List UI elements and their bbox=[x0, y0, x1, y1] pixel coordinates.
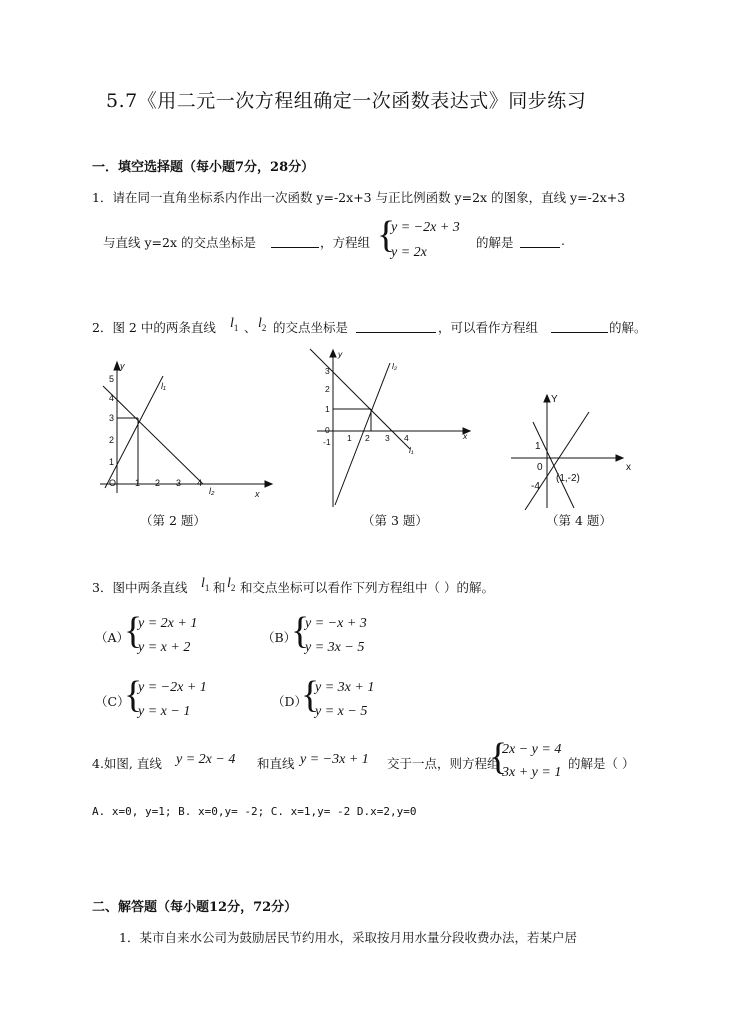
equation: y = −2x + 3 bbox=[391, 220, 460, 235]
system-equation-1: 2x − y = 4 bbox=[502, 742, 562, 757]
x-tick-label: 2 bbox=[365, 433, 370, 443]
origin-label: 0 bbox=[325, 425, 330, 435]
figure-3-caption: （第 3 题） bbox=[362, 513, 428, 528]
x-tick-label: 4 bbox=[404, 433, 409, 443]
question-4-text-c: 交于一点，则方程组 bbox=[387, 756, 500, 771]
y-axis-label: y bbox=[120, 361, 125, 371]
brace: { bbox=[489, 736, 508, 778]
question-4-text-a: 4.如图, 直线 bbox=[92, 756, 162, 771]
origin-label: 0 bbox=[537, 462, 543, 473]
intercept-label: -4 bbox=[531, 481, 540, 492]
x-tick-label: 2 bbox=[155, 478, 161, 488]
answer-blank[interactable] bbox=[356, 318, 436, 333]
system-equation-2: 3x + y = 1 bbox=[502, 765, 562, 780]
line-symbol: $l_2$ bbox=[227, 576, 236, 593]
y-axis-label: y bbox=[338, 349, 343, 359]
question-4-choices: A. x=0, y=1; B. x=0,y= -2; C. x=1,y= -2 D.x=2,y=0 bbox=[92, 805, 417, 818]
y-tick-label: 2 bbox=[325, 384, 330, 394]
question-3-text-2: 和交点坐标可以看作下列方程组中（ ）的解。 bbox=[240, 580, 494, 595]
equation: y = −3x + 1 bbox=[300, 752, 369, 767]
option-a-equation-1: y = 2x + 1 bbox=[138, 616, 198, 631]
question-3-text: 3．图中两条直线 bbox=[92, 580, 188, 595]
option-d-label[interactable]: （D） bbox=[272, 694, 308, 709]
x-axis-arrow bbox=[616, 455, 623, 461]
option-b-equation-2: y = 3x − 5 bbox=[305, 640, 365, 655]
x-axis-label: x bbox=[255, 489, 260, 499]
brace: { bbox=[301, 674, 320, 716]
question-1-text-b: ，方程组 bbox=[320, 235, 371, 250]
y-tick-label: 3 bbox=[325, 366, 330, 376]
brace: { bbox=[377, 214, 396, 256]
brace: { bbox=[124, 674, 143, 716]
intersection-point-label: (1,-2) bbox=[556, 473, 580, 484]
option-a-label[interactable]: （A） bbox=[95, 630, 130, 645]
question-4-text-b: 和直线 bbox=[257, 756, 295, 771]
answer-blank[interactable] bbox=[520, 233, 560, 248]
y-tick-label: 5 bbox=[109, 374, 115, 384]
section-heading: 二、解答题（每小题12分，72分） bbox=[92, 900, 298, 915]
y-tick-label: 1 bbox=[325, 404, 330, 414]
line-l1-label: l₁ bbox=[409, 445, 414, 455]
option-b-label[interactable]: （B） bbox=[262, 630, 297, 645]
line-symbol: $l_1$ bbox=[230, 316, 239, 333]
answer-blank[interactable] bbox=[271, 233, 319, 248]
x-axis-arrow bbox=[265, 481, 272, 487]
option-c-equation-1: y = −2x + 1 bbox=[138, 680, 207, 695]
option-c-label[interactable]: （C） bbox=[95, 694, 130, 709]
figure-2-caption: （第 2 题） bbox=[140, 513, 206, 528]
line-symbol: $l_2$ bbox=[258, 316, 267, 333]
equation: y = 2x − 4 bbox=[176, 752, 236, 767]
x-tick-label: 1 bbox=[135, 478, 141, 488]
x-tick-label: 1 bbox=[347, 433, 352, 443]
question-1-text-c: 的解是 bbox=[476, 235, 514, 250]
separator: 、 bbox=[244, 320, 257, 335]
line-a bbox=[525, 412, 589, 510]
answer-blank[interactable] bbox=[551, 318, 608, 333]
question-1-line-1: 1．请在同一直角坐标系内作出一次函数 y=-2x+3 与正比例函数 y=2x 的图象，直线 y=-2x+3 bbox=[92, 190, 626, 205]
brace: { bbox=[124, 610, 143, 652]
equation: y = 2x bbox=[391, 245, 427, 260]
x-axis-label: x bbox=[626, 462, 631, 473]
question-1-text-d: . bbox=[561, 233, 565, 248]
figure-3-graph bbox=[305, 345, 480, 510]
x-axis-label: x bbox=[463, 431, 468, 441]
origin-label: O bbox=[109, 478, 117, 488]
y-axis-arrow bbox=[544, 395, 550, 402]
y-axis-arrow bbox=[330, 350, 336, 357]
x-tick-label: 3 bbox=[385, 433, 390, 443]
y-tick-label: 3 bbox=[109, 413, 115, 423]
brace: { bbox=[291, 610, 310, 652]
conjunction: 和 bbox=[213, 580, 226, 595]
figure-4-graph bbox=[505, 390, 645, 510]
section-2-question-1: 1．某市自来水公司为鼓励居民节约用水，采取按月用水量分段收费办法，若某户居 bbox=[119, 930, 577, 945]
option-c-equation-2: y = x − 1 bbox=[138, 704, 191, 719]
x-tick-label: 3 bbox=[176, 478, 182, 488]
question-2-mid2: ，可以看作方程组 bbox=[438, 320, 539, 335]
option-d-equation-1: y = 3x + 1 bbox=[315, 680, 375, 695]
line-symbol: $l_1$ bbox=[201, 576, 210, 593]
option-b-equation-1: y = −x + 3 bbox=[305, 616, 367, 631]
question-2-end: 的解。 bbox=[609, 320, 647, 335]
question-1-text-a: 与直线 y=2x 的交点坐标是 bbox=[103, 235, 256, 250]
question-4-text-d: 的解是（ ） bbox=[568, 756, 635, 771]
y-tick-label: 2 bbox=[109, 435, 115, 445]
y-axis-label: Y bbox=[551, 394, 558, 405]
line-l2-label: l₂ bbox=[392, 361, 398, 371]
figure-2-graph bbox=[95, 358, 280, 503]
line-l2 bbox=[103, 386, 203, 484]
option-d-equation-2: y = x − 5 bbox=[315, 704, 368, 719]
x-tick-label: 4 bbox=[197, 478, 203, 488]
option-a-equation-2: y = x + 2 bbox=[138, 640, 191, 655]
section-heading: 一．填空选择题（每小题7分，28分） bbox=[92, 160, 315, 175]
intercept-label: 1 bbox=[535, 441, 541, 452]
line-l2 bbox=[335, 363, 390, 505]
y-tick-label: 4 bbox=[109, 393, 115, 403]
y-tick-label: 1 bbox=[109, 457, 115, 467]
line-l1-label: l₁ bbox=[161, 381, 166, 391]
question-2-mid: 的交点坐标是 bbox=[273, 320, 349, 335]
figure-4-caption: （第 4 题） bbox=[546, 513, 612, 528]
line-l2-label: l₂ bbox=[209, 486, 215, 496]
page-title: 5.7《用二元一次方程组确定一次函数表达式》同步练习 bbox=[106, 90, 587, 112]
question-2-prefix: 2．图 2 中的两条直线 bbox=[92, 320, 216, 335]
y-tick-label-negative: -1 bbox=[323, 437, 331, 447]
